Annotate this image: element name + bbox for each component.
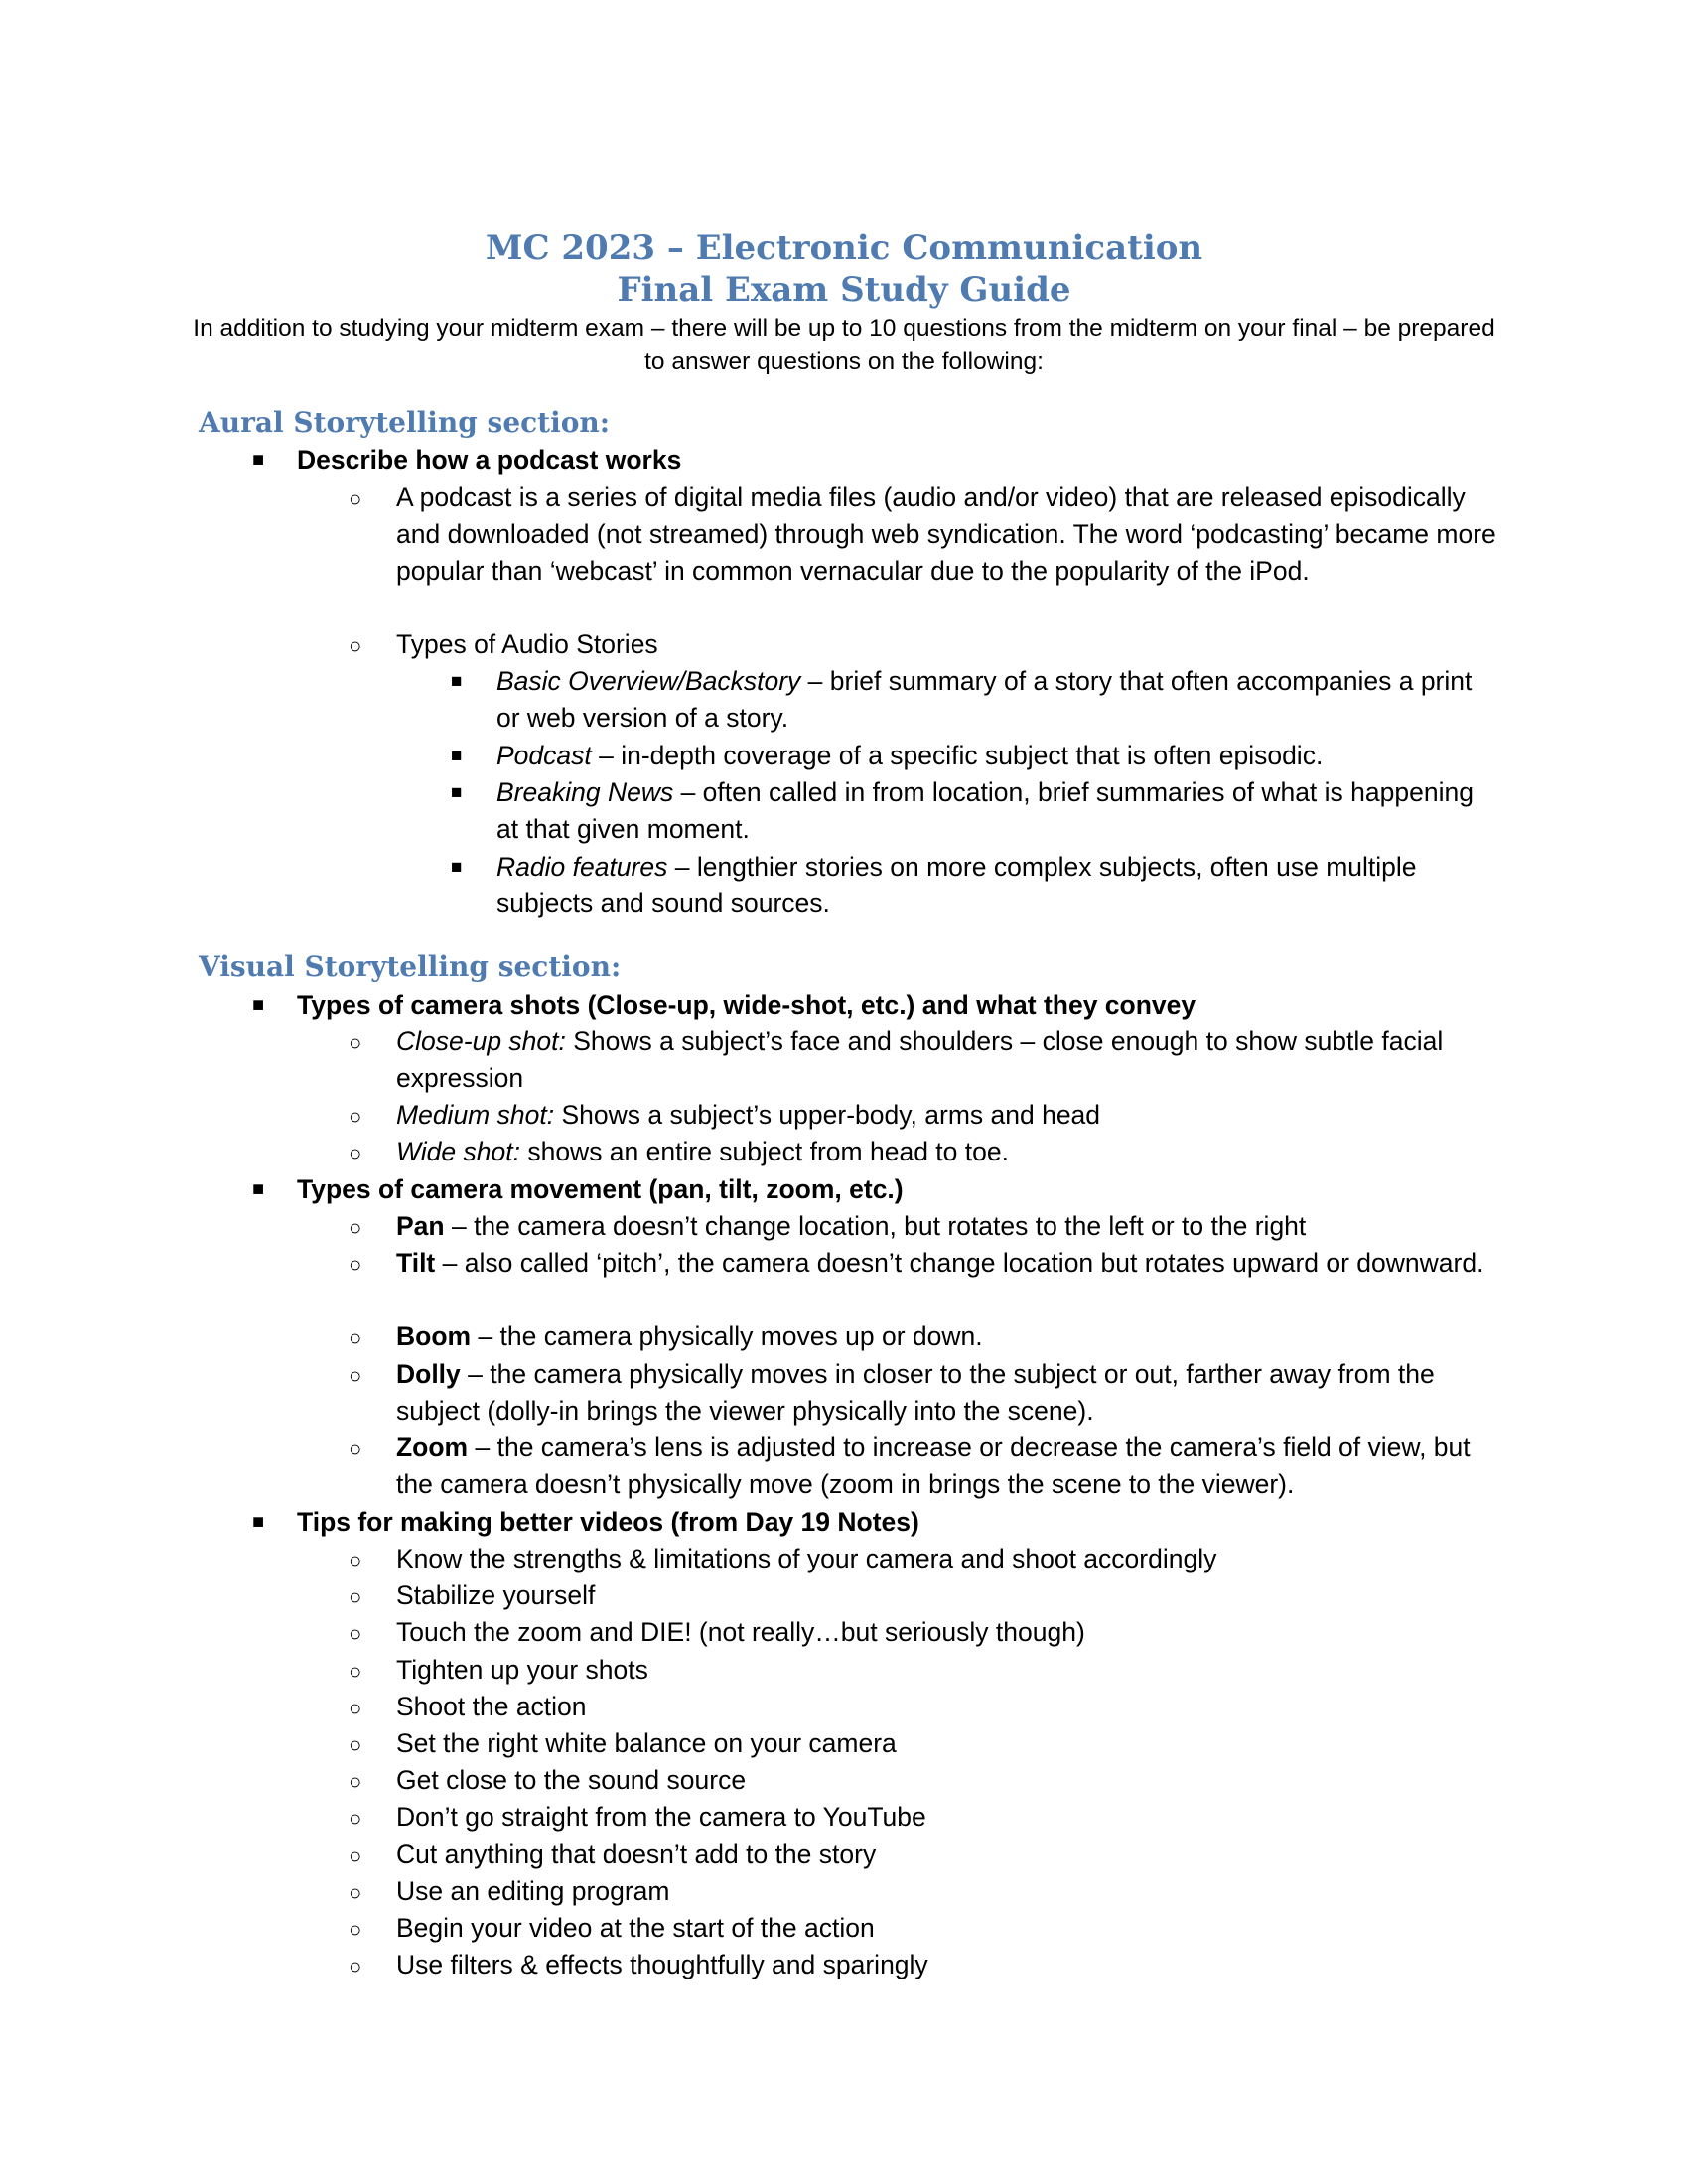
- list-item: [349, 1134, 1498, 1170]
- document-subtitle: Final Exam Study Guide: [617, 270, 1071, 310]
- list-item: [349, 1541, 1498, 1577]
- tip-text: Know the strengths & limitations of your camera and shoot accordingly: [396, 1544, 1217, 1573]
- topic-podcast: [252, 442, 682, 478]
- tip-text: Use filters & effects thoughtfully and sparingly: [396, 1950, 928, 1979]
- term: Podcast: [496, 741, 592, 770]
- term: Zoom: [396, 1433, 469, 1462]
- square-bullet-icon: ■: [252, 1511, 265, 1533]
- definition: – the camera physically moves up or down.: [471, 1321, 983, 1351]
- circle-bullet-icon: ○: [349, 486, 362, 511]
- term: Close-up shot:: [396, 1026, 566, 1056]
- term: Dolly: [396, 1359, 461, 1389]
- definition: shows an entire subject from head to toe.: [519, 1137, 1009, 1166]
- term: Medium shot:: [396, 1100, 555, 1130]
- list-item: [349, 1762, 1498, 1799]
- audio-types-label: Types of Audio Stories: [396, 629, 658, 659]
- definition: – brief summary of a story that often accompanies a print or web version of a story.: [496, 666, 1473, 733]
- circle-bullet-icon: ○: [349, 1030, 362, 1055]
- list-item: [349, 1799, 1498, 1836]
- circle-bullet-icon: ○: [349, 1954, 362, 1979]
- circle-bullet-icon: ○: [349, 1436, 362, 1461]
- definition: – lengthier stories on more complex subjects, often use multiple subjects and sound sources.: [496, 852, 1417, 918]
- definition: – the camera physically moves in closer to the subject or out, farther away from the subject (dolly-in brings the viewer physically into the scene).: [396, 1359, 1435, 1426]
- circle-bullet-icon: ○: [349, 1769, 362, 1794]
- circle-bullet-icon: ○: [349, 1325, 362, 1350]
- circle-bullet-icon: ○: [349, 1917, 362, 1942]
- square-bullet-icon: ■: [451, 746, 463, 766]
- definition: – the camera doesn’t change location, but rotates to the left or to the right: [444, 1211, 1307, 1241]
- list-item: [349, 1873, 1498, 1910]
- list-item: [349, 1947, 1498, 1983]
- definition: Shows a subject’s upper-body, arms and head: [554, 1100, 1101, 1130]
- term: Pan: [396, 1211, 445, 1241]
- circle-bullet-icon: ○: [349, 1215, 362, 1240]
- list-item: [451, 663, 1499, 737]
- tip-text: Set the right white balance on your camera: [396, 1728, 897, 1758]
- list-item: [349, 1689, 1498, 1725]
- definition: – the camera’s lens is adjusted to increase or decrease the camera’s field of view, but the camera doesn’t physically move (zoom in brings the scene to the viewer).: [396, 1433, 1471, 1499]
- tip-text: Touch the zoom and DIE! (not really…but seriously though): [396, 1617, 1085, 1647]
- circle-bullet-icon: ○: [349, 1880, 362, 1905]
- circle-bullet-icon: ○: [349, 1696, 362, 1720]
- square-bullet-icon: ■: [252, 1178, 265, 1200]
- list-item: [349, 1024, 1498, 1097]
- list-item: [349, 1614, 1498, 1651]
- list-item: [349, 479, 1498, 590]
- circle-bullet-icon: ○: [349, 1732, 362, 1757]
- definition: – also called ‘pitch’, the camera doesn’t change location but rotates upward or downward.: [435, 1248, 1484, 1278]
- intro-paragraph: In addition to studying your midterm exam – there will be up to 10 questions from the midterm on your final – be prepared to answer questions on the following:: [193, 315, 1495, 375]
- list-item: [349, 626, 1498, 663]
- topic-label: Types of camera movement (pan, tilt, zoom, etc.): [297, 1174, 904, 1204]
- tip-text: Use an editing program: [396, 1876, 670, 1906]
- list-item: [349, 1356, 1498, 1430]
- section-heading-aural: Aural Storytelling section:: [199, 406, 611, 439]
- circle-bullet-icon: ○: [349, 1104, 362, 1129]
- list-item: [349, 1318, 1498, 1355]
- list-item: [349, 1208, 1498, 1245]
- topic-camera-movement: [252, 1171, 904, 1207]
- definition: – in-depth coverage of a specific subject that is often episodic.: [591, 741, 1324, 770]
- circle-bullet-icon: ○: [349, 1806, 362, 1831]
- list-item: [349, 1245, 1498, 1282]
- term: Tilt: [396, 1248, 436, 1278]
- square-bullet-icon: ■: [451, 671, 463, 692]
- term: Breaking News: [496, 777, 674, 807]
- section-heading-visual: Visual Storytelling section:: [199, 950, 622, 983]
- term: Basic Overview/Backstory: [496, 666, 801, 696]
- list-item: [451, 738, 1499, 774]
- topic-label: Types of camera shots (Close-up, wide-shot, etc.) and what they convey: [297, 990, 1196, 1020]
- tip-text: Get close to the sound source: [396, 1765, 747, 1795]
- square-bullet-icon: ■: [451, 857, 463, 878]
- circle-bullet-icon: ○: [349, 1584, 362, 1609]
- document-title: MC 2023 – Electronic Communication: [485, 228, 1203, 268]
- circle-bullet-icon: ○: [349, 1252, 362, 1277]
- tip-text: Stabilize yourself: [396, 1580, 596, 1610]
- list-item: [451, 849, 1499, 922]
- circle-bullet-icon: ○: [349, 1843, 362, 1868]
- circle-bullet-icon: ○: [349, 1363, 362, 1388]
- topic-label: Tips for making better videos (from Day 19 Notes): [297, 1507, 919, 1537]
- circle-bullet-icon: ○: [349, 633, 362, 658]
- term: Wide shot:: [396, 1137, 520, 1166]
- definition: – often called in from location, brief summaries of what is happening at that given moment.: [496, 777, 1474, 844]
- circle-bullet-icon: ○: [349, 1621, 362, 1646]
- list-item: [349, 1097, 1498, 1134]
- list-item: [349, 1837, 1498, 1873]
- list-item: [349, 1577, 1498, 1614]
- term: Radio features: [496, 852, 668, 882]
- podcast-description: A podcast is a series of digital media files (audio and/or video) that are released episodically and downloaded (not streamed) through web syndication. The word ‘podcasting’ became more popular than ‘webcast’ in common vernacular due to the popularity of the iPod.: [396, 482, 1496, 586]
- square-bullet-icon: ■: [252, 994, 265, 1016]
- topic-camera-shots: [252, 987, 1196, 1023]
- tip-text: Tighten up your shots: [396, 1655, 648, 1685]
- list-item: [451, 774, 1499, 848]
- list-item: [349, 1725, 1498, 1762]
- square-bullet-icon: ■: [451, 782, 463, 803]
- topic-label: Describe how a podcast works: [297, 445, 682, 475]
- circle-bullet-icon: ○: [349, 1548, 362, 1572]
- circle-bullet-icon: ○: [349, 1659, 362, 1684]
- tip-text: Cut anything that doesn’t add to the story: [396, 1840, 877, 1869]
- topic-video-tips: [252, 1504, 919, 1540]
- list-item: [349, 1910, 1498, 1947]
- tip-text: Begin your video at the start of the action: [396, 1913, 875, 1943]
- list-item: [349, 1652, 1498, 1689]
- square-bullet-icon: ■: [252, 449, 265, 471]
- term: Boom: [396, 1321, 472, 1351]
- tip-text: Don’t go straight from the camera to YouTube: [396, 1802, 926, 1832]
- circle-bullet-icon: ○: [349, 1141, 362, 1165]
- list-item: [349, 1430, 1498, 1503]
- tip-text: Shoot the action: [396, 1692, 587, 1721]
- definition: Shows a subject’s face and shoulders – close enough to show subtle facial expression: [396, 1026, 1444, 1093]
